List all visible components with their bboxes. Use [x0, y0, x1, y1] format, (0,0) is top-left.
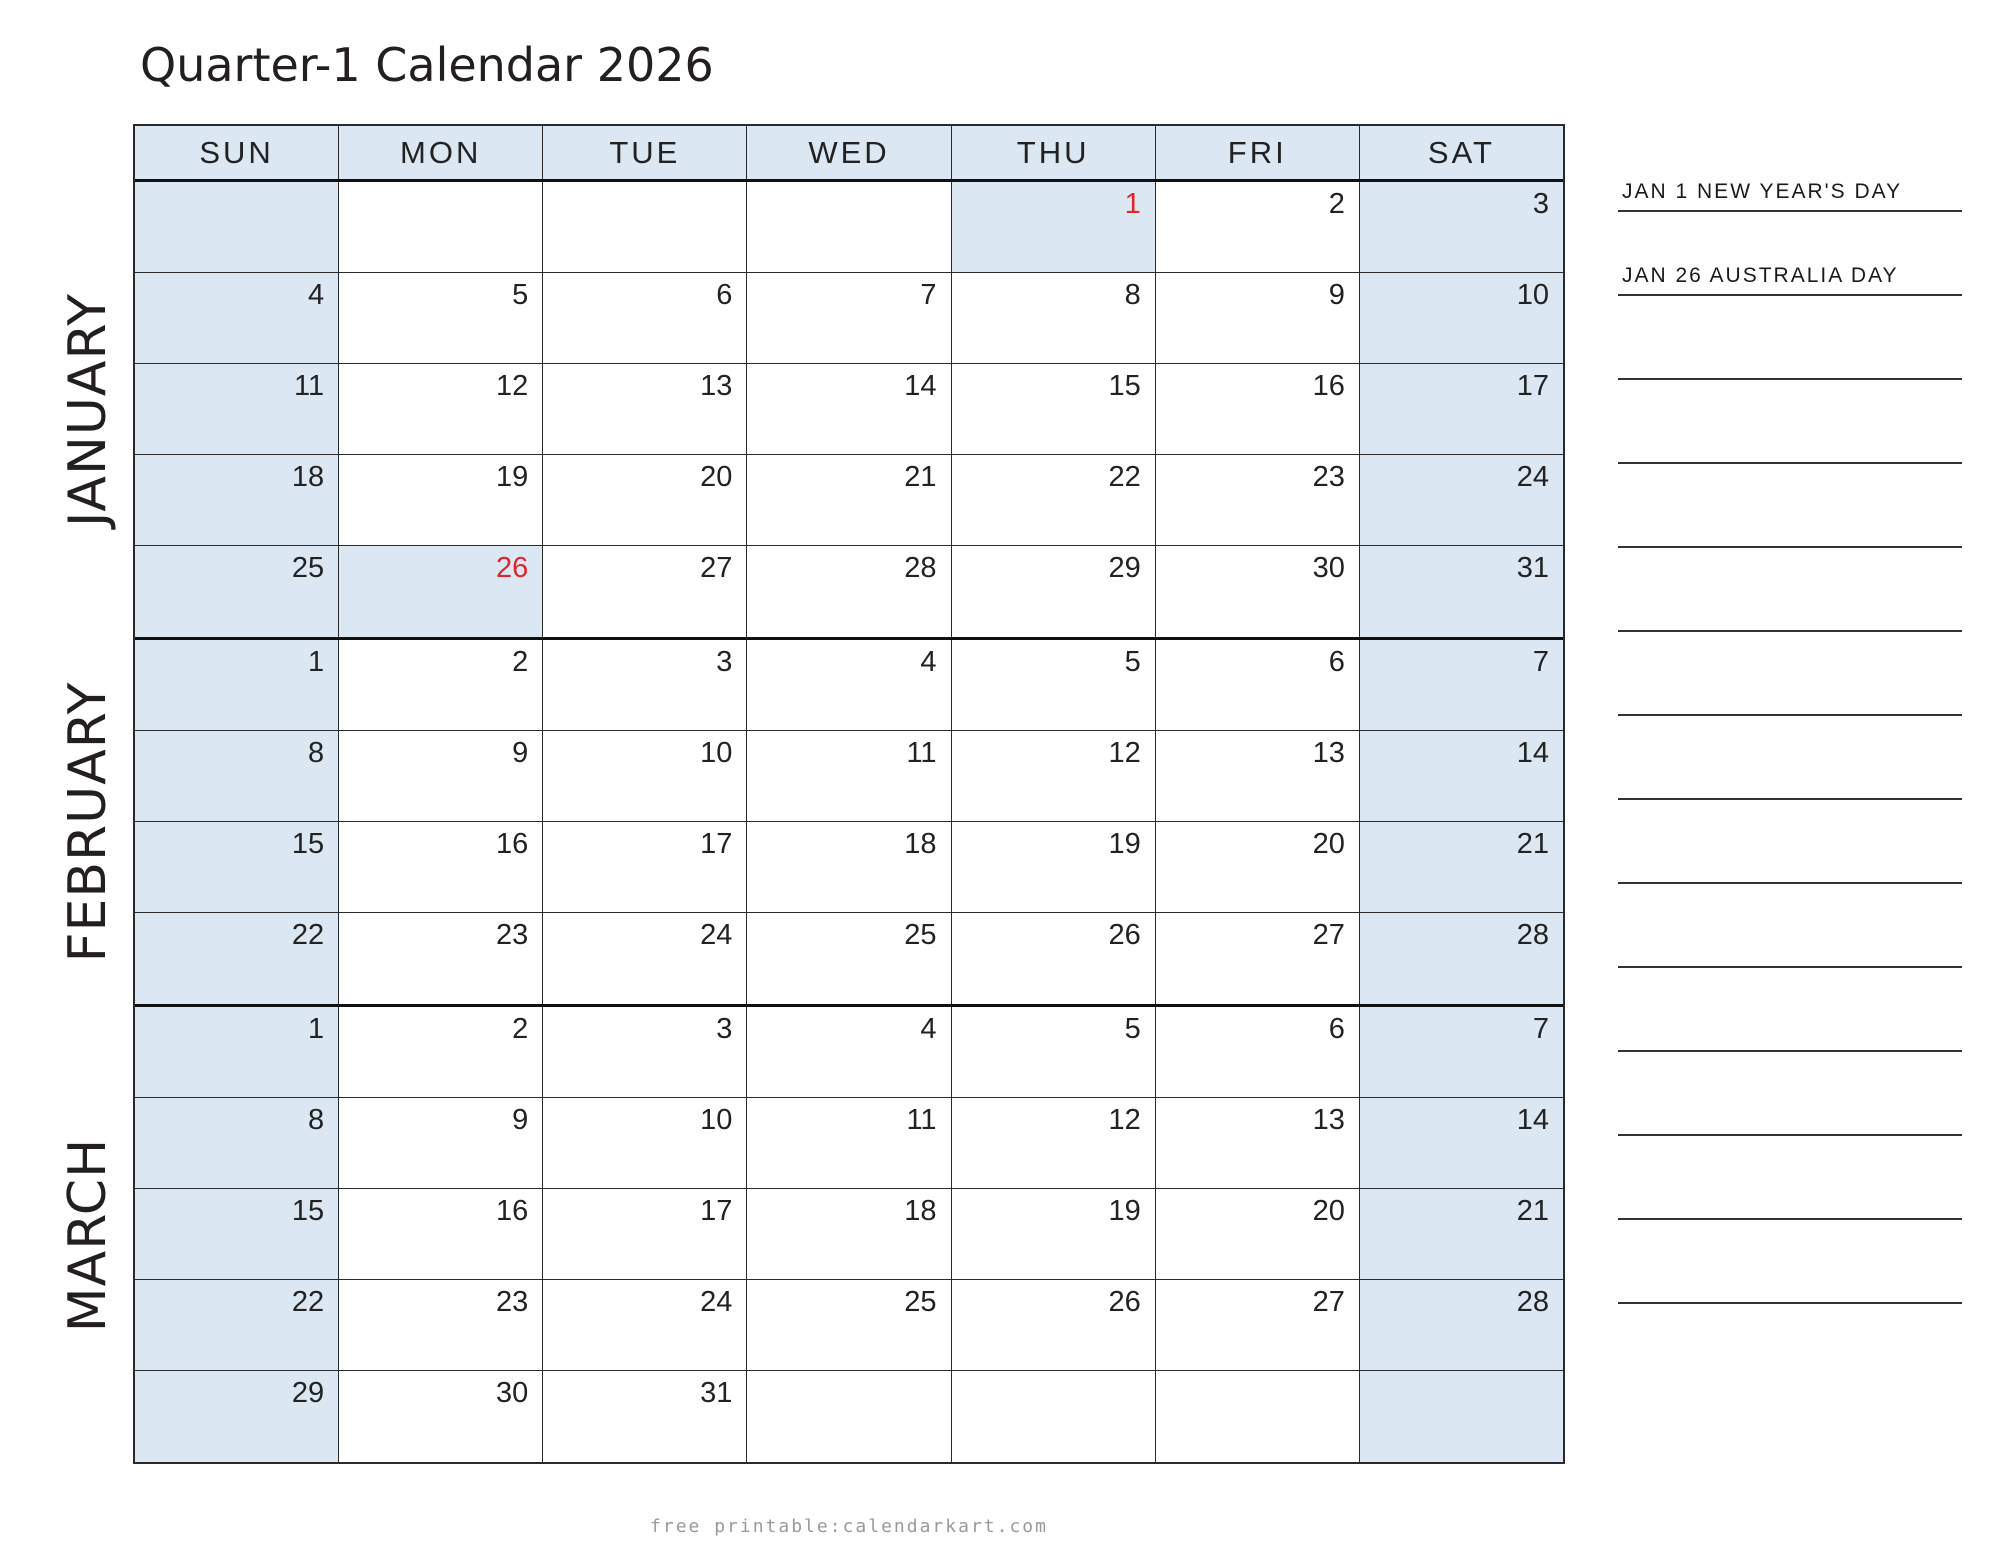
day-number: 6	[1328, 1013, 1345, 1045]
day-cell	[543, 1280, 747, 1370]
day-cell	[543, 822, 747, 912]
day-cell	[1156, 1007, 1360, 1097]
day-cell	[1360, 182, 1563, 272]
week-row	[135, 182, 1563, 273]
day-number: 8	[1124, 279, 1141, 311]
empty-day-cell	[747, 1371, 951, 1462]
day-number: 13	[1312, 737, 1345, 769]
day-cell	[135, 1189, 339, 1279]
day-cell	[1360, 913, 1563, 1004]
day-number: 20	[1312, 828, 1345, 860]
day-cell	[543, 640, 747, 730]
day-number: 8	[308, 737, 325, 769]
holiday-day-number: 26	[496, 552, 529, 584]
day-cell	[135, 731, 339, 821]
weekday-header-fri: FRI	[1156, 126, 1360, 179]
day-number: 15	[291, 1195, 325, 1227]
notes-line	[1618, 884, 1962, 968]
day-number: 9	[512, 737, 529, 769]
day-cell	[339, 913, 543, 1004]
week-row	[135, 1371, 1563, 1462]
day-cell	[339, 640, 543, 730]
day-number: 22	[1108, 461, 1141, 493]
holiday-text: JAN 1 NEW YEAR'S DAY	[1622, 180, 1903, 203]
day-cell	[339, 1189, 543, 1279]
day-cell	[339, 1371, 543, 1462]
day-number: 25	[291, 552, 325, 584]
weekday-header-wed: WED	[747, 126, 951, 179]
day-cell	[952, 1280, 1156, 1370]
day-cell	[1156, 546, 1360, 637]
day-number: 19	[496, 461, 529, 493]
day-number: 23	[496, 919, 529, 951]
day-number: 3	[716, 646, 733, 678]
day-cell	[135, 822, 339, 912]
day-cell	[952, 1007, 1156, 1097]
day-number: 21	[904, 461, 937, 493]
day-number: 29	[291, 1377, 325, 1409]
day-cell	[747, 913, 951, 1004]
week-row	[135, 364, 1563, 455]
month-block-january	[135, 182, 1563, 640]
day-number: 18	[904, 1195, 937, 1227]
notes-line	[1618, 1220, 1962, 1304]
empty-day-cell	[135, 182, 339, 272]
day-number: 5	[1124, 646, 1141, 678]
day-number: 2	[512, 1013, 529, 1045]
day-cell	[339, 731, 543, 821]
empty-day-cell	[952, 1371, 1156, 1462]
day-cell	[747, 1007, 951, 1097]
day-cell	[952, 640, 1156, 730]
day-cell	[135, 1280, 339, 1370]
weekday-header-row	[135, 126, 1563, 182]
day-cell	[339, 546, 543, 637]
day-cell	[747, 273, 951, 363]
day-cell	[135, 640, 339, 730]
day-number: 28	[1516, 919, 1549, 951]
day-cell	[1360, 364, 1563, 454]
week-row	[135, 546, 1563, 637]
month-block-february	[135, 640, 1563, 1007]
day-number: 24	[700, 1286, 733, 1318]
day-number: 20	[700, 461, 733, 493]
day-number: 3	[1532, 188, 1549, 220]
day-cell	[339, 1007, 543, 1097]
day-number: 7	[1532, 1013, 1549, 1045]
day-cell	[543, 273, 747, 363]
page-title: Quarter-1 Calendar 2026	[140, 38, 714, 92]
notes-line	[1618, 632, 1962, 716]
holiday-day-number: 1	[1124, 188, 1141, 220]
day-cell	[1360, 273, 1563, 363]
day-cell	[543, 731, 747, 821]
day-number: 19	[1108, 1195, 1141, 1227]
empty-day-cell	[543, 182, 747, 272]
day-number: 23	[1312, 461, 1345, 493]
day-cell	[339, 1098, 543, 1188]
day-number: 23	[496, 1286, 529, 1318]
day-cell	[135, 546, 339, 637]
day-number: 9	[1328, 279, 1345, 311]
day-number: 14	[904, 370, 937, 402]
day-cell	[747, 1189, 951, 1279]
day-cell	[747, 1098, 951, 1188]
day-number: 25	[904, 1286, 937, 1318]
day-number: 16	[496, 828, 529, 860]
week-row	[135, 731, 1563, 822]
notes-line	[1618, 548, 1962, 632]
week-row	[135, 640, 1563, 731]
day-number: 2	[512, 646, 529, 678]
day-cell	[1156, 364, 1360, 454]
day-cell	[1156, 455, 1360, 545]
day-number: 17	[700, 828, 733, 860]
weekday-header-mon: MON	[339, 126, 543, 179]
day-cell	[1156, 1098, 1360, 1188]
day-number: 26	[1108, 1286, 1141, 1318]
day-number: 8	[308, 1104, 325, 1136]
day-cell	[543, 913, 747, 1004]
day-cell	[543, 1189, 747, 1279]
day-cell	[1360, 546, 1563, 637]
day-cell	[1156, 640, 1360, 730]
weekday-header-sat: SAT	[1360, 126, 1563, 179]
day-cell	[135, 364, 339, 454]
day-cell	[952, 546, 1156, 637]
month-label-february: FEBRUARY	[58, 681, 118, 963]
empty-day-cell	[1360, 1371, 1563, 1462]
day-cell	[135, 1007, 339, 1097]
day-cell	[747, 822, 951, 912]
day-number: 12	[1108, 737, 1141, 769]
day-number: 3	[716, 1013, 733, 1045]
week-row	[135, 273, 1563, 364]
day-number: 11	[906, 1104, 937, 1136]
month-label-march: MARCH	[58, 1137, 118, 1332]
day-cell	[339, 1280, 543, 1370]
day-number: 1	[308, 646, 325, 678]
day-number: 16	[496, 1195, 529, 1227]
day-number: 18	[291, 461, 325, 493]
day-number: 24	[700, 919, 733, 951]
notes-line	[1618, 296, 1962, 380]
weekday-header-sun: SUN	[135, 126, 339, 179]
day-number: 4	[308, 279, 325, 311]
day-cell	[1156, 273, 1360, 363]
empty-day-cell	[1156, 1371, 1360, 1462]
day-cell	[1156, 913, 1360, 1004]
notes-line	[1618, 968, 1962, 1052]
week-row	[135, 822, 1563, 913]
day-cell	[952, 1189, 1156, 1279]
day-number: 10	[700, 1104, 733, 1136]
notes-line	[1618, 1136, 1962, 1220]
day-cell	[747, 640, 951, 730]
week-row	[135, 455, 1563, 546]
day-number: 4	[920, 646, 937, 678]
day-cell	[1156, 182, 1360, 272]
day-number: 13	[700, 370, 733, 402]
week-row	[135, 1007, 1563, 1098]
holiday-notes-list	[1618, 180, 1962, 1304]
week-row	[135, 913, 1563, 1004]
day-cell	[543, 455, 747, 545]
day-cell	[339, 273, 543, 363]
day-cell	[339, 822, 543, 912]
day-cell	[747, 455, 951, 545]
day-cell	[339, 455, 543, 545]
day-number: 28	[904, 552, 937, 584]
day-number: 30	[1312, 552, 1345, 584]
day-cell	[543, 1007, 747, 1097]
day-number: 4	[920, 1013, 937, 1045]
notes-line	[1618, 716, 1962, 800]
day-number: 28	[1516, 1286, 1549, 1318]
day-cell	[135, 273, 339, 363]
day-number: 7	[1532, 646, 1549, 678]
day-cell	[543, 1098, 747, 1188]
day-cell	[1156, 731, 1360, 821]
day-number: 24	[1516, 461, 1549, 493]
week-row	[135, 1189, 1563, 1280]
day-number: 10	[1516, 279, 1549, 311]
day-number: 29	[1108, 552, 1141, 584]
day-number: 16	[1312, 370, 1345, 402]
day-number: 25	[904, 919, 937, 951]
day-number: 12	[496, 370, 529, 402]
day-number: 31	[1516, 552, 1549, 584]
day-cell	[747, 1280, 951, 1370]
notes-line	[1618, 380, 1962, 464]
day-number: 7	[920, 279, 937, 311]
day-number: 30	[496, 1377, 529, 1409]
day-number: 22	[291, 1286, 325, 1318]
day-cell	[952, 822, 1156, 912]
day-number: 6	[716, 279, 733, 311]
day-cell	[952, 913, 1156, 1004]
day-cell	[543, 364, 747, 454]
day-number: 6	[1328, 646, 1345, 678]
day-number: 5	[1124, 1013, 1141, 1045]
day-cell	[339, 364, 543, 454]
holiday-entry	[1618, 212, 1962, 296]
day-number: 11	[294, 370, 325, 402]
day-number: 31	[700, 1377, 733, 1409]
footer-credit: free printable:calendarkart.com	[650, 1516, 1048, 1537]
day-number: 22	[291, 919, 325, 951]
day-cell	[747, 546, 951, 637]
week-row	[135, 1280, 1563, 1371]
day-cell	[1360, 1007, 1563, 1097]
day-number: 27	[1312, 919, 1345, 951]
notes-line	[1618, 1052, 1962, 1136]
day-number: 12	[1108, 1104, 1141, 1136]
day-number: 15	[1108, 370, 1141, 402]
day-number: 13	[1312, 1104, 1345, 1136]
holiday-text: JAN 26 AUSTRALIA DAY	[1622, 264, 1899, 287]
day-cell	[1156, 822, 1360, 912]
month-label-january: JANUARY	[58, 292, 118, 527]
weekday-header-tue: TUE	[543, 126, 747, 179]
day-cell	[135, 455, 339, 545]
day-cell	[952, 1098, 1156, 1188]
day-cell	[1360, 1189, 1563, 1279]
day-number: 27	[700, 552, 733, 584]
day-cell	[747, 364, 951, 454]
day-number: 26	[1108, 919, 1141, 951]
day-cell	[543, 1371, 747, 1462]
day-number: 14	[1516, 737, 1549, 769]
day-number: 20	[1312, 1195, 1345, 1227]
day-number: 5	[512, 279, 529, 311]
notes-line	[1618, 800, 1962, 884]
day-cell	[952, 731, 1156, 821]
day-cell	[543, 546, 747, 637]
day-number: 18	[904, 828, 937, 860]
day-cell	[1360, 731, 1563, 821]
month-block-march	[135, 1007, 1563, 1462]
month-blocks	[135, 182, 1563, 1462]
calendar-grid	[133, 124, 1565, 1464]
weekday-header-thu: THU	[952, 126, 1156, 179]
day-cell	[952, 455, 1156, 545]
day-cell	[1360, 1098, 1563, 1188]
day-number: 27	[1312, 1286, 1345, 1318]
empty-day-cell	[747, 182, 951, 272]
day-number: 17	[700, 1195, 733, 1227]
empty-day-cell	[339, 182, 543, 272]
day-cell	[952, 182, 1156, 272]
month-labels	[0, 0, 130, 1545]
day-number: 15	[291, 828, 325, 860]
day-cell	[952, 364, 1156, 454]
day-cell	[1156, 1189, 1360, 1279]
day-number: 11	[906, 737, 937, 769]
day-number: 14	[1516, 1104, 1549, 1136]
day-number: 9	[512, 1104, 529, 1136]
day-cell	[747, 731, 951, 821]
day-cell	[1360, 1280, 1563, 1370]
day-cell	[1360, 822, 1563, 912]
day-number: 17	[1516, 370, 1549, 402]
week-row	[135, 1098, 1563, 1189]
notes-line	[1618, 464, 1962, 548]
day-number: 19	[1108, 828, 1141, 860]
holiday-entry	[1618, 180, 1962, 212]
day-cell	[135, 1371, 339, 1462]
day-cell	[1360, 455, 1563, 545]
day-number: 21	[1516, 828, 1549, 860]
day-cell	[135, 1098, 339, 1188]
day-cell	[1360, 640, 1563, 730]
day-cell	[1156, 1280, 1360, 1370]
day-number: 2	[1328, 188, 1345, 220]
day-cell	[135, 913, 339, 1004]
day-number: 1	[308, 1013, 325, 1045]
day-number: 10	[700, 737, 733, 769]
day-number: 21	[1516, 1195, 1549, 1227]
day-cell	[952, 273, 1156, 363]
